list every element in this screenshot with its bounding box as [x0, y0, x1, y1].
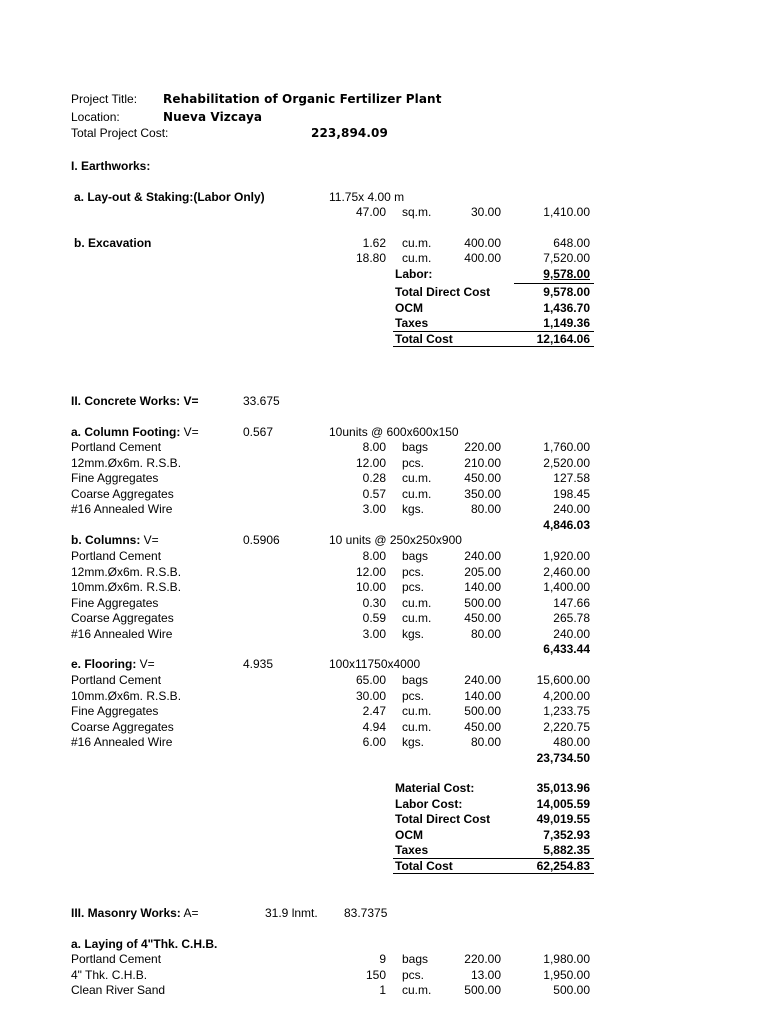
item-amount: 1,920.00: [543, 549, 590, 563]
item-amount: 1,980.00: [543, 952, 590, 966]
item-unit: pcs.: [402, 688, 425, 703]
summary-label: Labor Cost:: [395, 797, 463, 811]
earthworks-heading: I. Earthworks:: [71, 159, 151, 173]
item-amount: 265.78: [553, 611, 590, 625]
excavation-label: b. Excavation: [74, 236, 152, 250]
summary-label: OCM: [395, 301, 423, 315]
item-amount: 1,950.00: [543, 967, 590, 982]
concrete-heading: II. Concrete Works: V=: [71, 394, 199, 408]
item-unit: pcs.: [402, 455, 425, 470]
item-name: Fine Aggregates: [71, 704, 159, 718]
item-amount: 1,400.00: [543, 580, 590, 594]
summary-label: OCM: [395, 828, 423, 842]
item-unit: kgs.: [402, 502, 425, 516]
item-amount: 127.58: [553, 471, 590, 485]
location: Nueva Vizcaya: [163, 110, 263, 124]
item-amount: 240.00: [553, 626, 590, 641]
item-unit: cu.m.: [402, 611, 432, 625]
layout-staking-label: a. Lay-out & Staking:(Labor Only): [74, 190, 265, 204]
summary-label: Total Cost: [395, 859, 453, 873]
item-qty: 3.00: [362, 626, 386, 641]
item-name: 12mm.Øx6m. R.S.B.: [71, 564, 182, 579]
item-qty: 12.00: [355, 455, 386, 470]
item-name: Portland Cement: [71, 440, 162, 454]
masonry-heading: III. Masonry Works: A=: [71, 906, 199, 920]
item-unit: bags: [402, 440, 429, 454]
item-amount: 147.66: [553, 595, 590, 610]
item-price: 80.00: [470, 626, 501, 641]
item-unit: pcs.: [402, 967, 425, 982]
excavation-unit: cu.m.: [402, 251, 432, 265]
item-name: #16 Annealed Wire: [71, 735, 173, 749]
summary-label: Total Direct Cost: [395, 812, 491, 826]
summary-label: Total Direct Cost: [395, 285, 491, 299]
item-price: 450.00: [464, 611, 501, 625]
excavation-qty: 18.80: [355, 251, 386, 265]
item-qty: 1: [379, 983, 386, 997]
item-name: Fine Aggregates: [71, 595, 159, 610]
item-qty: 30.00: [355, 688, 386, 703]
summary-value: 9,578.00: [543, 267, 590, 281]
item-price: 220.00: [464, 952, 501, 966]
item-price: 240.00: [464, 549, 501, 563]
item-qty: 150: [365, 967, 386, 982]
item-amount: 240.00: [553, 502, 590, 516]
item-qty: 12.00: [355, 564, 386, 579]
item-amount: 1,760.00: [543, 440, 590, 454]
item-amount: 15,600.00: [536, 673, 590, 687]
footing-label: a. Column Footing: V=: [71, 425, 199, 439]
masonry-lnmt: 31.9 lnmt.: [265, 906, 318, 920]
summary-value: 35,013.96: [536, 781, 590, 795]
item-price: 500.00: [464, 704, 501, 718]
project-title: Rehabilitation of Organic Fertilizer Plant: [163, 92, 442, 106]
item-qty: 9: [379, 952, 386, 966]
total-project-cost: 223,894.09: [311, 126, 388, 140]
divider: [393, 346, 594, 347]
item-name: #16 Annealed Wire: [71, 626, 173, 641]
summary-value: 14,005.59: [536, 797, 590, 811]
item-name: #16 Annealed Wire: [71, 502, 173, 516]
item-unit: cu.m.: [402, 983, 432, 997]
excavation-unit: cu.m.: [402, 236, 432, 250]
flooring-subtotal: 23,734.50: [536, 751, 590, 765]
summary-value: 1,436.70: [543, 301, 590, 315]
item-amount: 1,233.75: [543, 704, 590, 718]
item-qty: 8.00: [362, 440, 386, 454]
item-name: 4" Thk. C.H.B.: [71, 967, 148, 982]
flooring-spec: 100x11750x4000: [329, 657, 421, 671]
footing-spec: 10units @ 600x600x150: [329, 425, 459, 439]
summary-value: 49,019.55: [536, 812, 590, 826]
item-amount: 480.00: [553, 735, 590, 749]
item-qty: 4.94: [362, 719, 386, 734]
item-unit: kgs.: [402, 626, 425, 641]
summary-value: 1,149.36: [543, 316, 590, 330]
item-qty: 0.57: [362, 486, 386, 501]
divider: [514, 283, 594, 284]
item-price: 220.00: [464, 440, 501, 454]
excavation-price: 400.00: [464, 251, 501, 265]
summary-value: 7,352.93: [543, 828, 590, 842]
item-name: 12mm.Øx6m. R.S.B.: [71, 455, 182, 470]
item-qty: 0.59: [362, 611, 386, 625]
summary-label: Taxes: [395, 316, 429, 330]
summary-label: Total Cost: [395, 332, 453, 346]
chb-laying-label: a. Laying of 4"Thk. C.H.B.: [71, 937, 218, 951]
item-name: Portland Cement: [71, 952, 162, 966]
item-qty: 0.28: [362, 471, 386, 485]
summary-value: 62,254.83: [536, 859, 590, 873]
layout-dims: 11.75x 4.00 m: [329, 190, 405, 204]
item-name: Coarse Aggregates: [71, 486, 174, 501]
item-price: 80.00: [470, 502, 501, 516]
masonry-area: 83.7375: [344, 906, 388, 920]
concrete-volume: 33.675: [243, 394, 280, 408]
item-name: 10mm.Øx6m. R.S.B.: [71, 688, 182, 703]
columns-label: b. Columns: V=: [71, 533, 159, 547]
excavation-amount: 7,520.00: [543, 251, 590, 265]
item-price: 13.00: [470, 967, 501, 982]
item-amount: 2,520.00: [543, 455, 590, 470]
item-price: 240.00: [464, 673, 501, 687]
item-unit: kgs.: [402, 735, 425, 749]
summary-value: 12,164.06: [536, 332, 590, 346]
item-name: 10mm.Øx6m. R.S.B.: [71, 580, 182, 594]
flooring-label: e. Flooring: V=: [71, 657, 155, 671]
item-qty: 3.00: [362, 502, 386, 516]
item-unit: pcs.: [402, 580, 425, 594]
footing-volume: 0.567: [243, 425, 274, 439]
item-price: 80.00: [470, 735, 501, 749]
summary-label: Labor:: [395, 267, 433, 281]
item-price: 205.00: [464, 564, 501, 579]
columns-subtotal: 6,433.44: [543, 642, 590, 656]
layout-qty: 47.00: [355, 205, 386, 219]
summary-value: 5,882.35: [543, 843, 590, 857]
columns-volume: 0.5906: [243, 533, 280, 547]
item-name: Coarse Aggregates: [71, 611, 174, 625]
item-qty: 2.47: [362, 704, 386, 718]
divider: [393, 873, 594, 874]
item-name: Coarse Aggregates: [71, 719, 174, 734]
item-amount: 198.45: [553, 486, 590, 501]
columns-spec: 10 units @ 250x250x900: [329, 533, 462, 547]
item-amount: 2,220.75: [543, 719, 590, 734]
item-unit: bags: [402, 952, 429, 966]
item-qty: 8.00: [362, 549, 386, 563]
summary-label: Taxes: [395, 843, 429, 857]
location-label: Location:: [71, 110, 120, 124]
item-price: 350.00: [464, 486, 501, 501]
item-unit: cu.m.: [402, 595, 432, 610]
item-qty: 6.00: [362, 735, 386, 749]
excavation-qty: 1.62: [362, 236, 386, 250]
item-qty: 65.00: [355, 673, 386, 687]
item-name: Clean River Sand: [71, 983, 166, 997]
item-unit: bags: [402, 673, 429, 687]
excavation-price: 400.00: [464, 236, 501, 250]
excavation-amount: 648.00: [553, 236, 590, 250]
item-price: 500.00: [464, 983, 501, 997]
item-price: 140.00: [464, 688, 501, 703]
item-unit: pcs.: [402, 564, 425, 579]
item-price: 450.00: [464, 719, 501, 734]
item-name: Portland Cement: [71, 549, 162, 563]
item-qty: 0.30: [362, 595, 386, 610]
item-name: Fine Aggregates: [71, 471, 159, 485]
item-price: 500.00: [464, 595, 501, 610]
item-price: 140.00: [464, 580, 501, 594]
flooring-volume: 4.935: [243, 657, 274, 671]
item-amount: 4,200.00: [543, 688, 590, 703]
summary-label: Material Cost:: [395, 781, 475, 795]
item-price: 210.00: [464, 455, 501, 470]
item-unit: cu.m.: [402, 486, 432, 501]
item-unit: cu.m.: [402, 719, 432, 734]
item-amount: 2,460.00: [543, 564, 590, 579]
project-title-label: Project Title:: [71, 92, 138, 106]
item-price: 450.00: [464, 471, 501, 485]
item-name: Portland Cement: [71, 673, 162, 687]
layout-amount: 1,410.00: [543, 205, 590, 219]
summary-value: 9,578.00: [543, 285, 590, 299]
layout-price: 30.00: [470, 205, 501, 219]
item-unit: bags: [402, 549, 429, 563]
item-amount: 500.00: [553, 983, 590, 997]
item-unit: cu.m.: [402, 471, 432, 485]
layout-unit: sq.m.: [402, 205, 432, 219]
item-qty: 10.00: [355, 580, 386, 594]
footing-subtotal: 4,846.03: [543, 518, 590, 532]
total-project-cost-label: Total Project Cost:: [71, 126, 169, 140]
item-unit: cu.m.: [402, 704, 432, 718]
